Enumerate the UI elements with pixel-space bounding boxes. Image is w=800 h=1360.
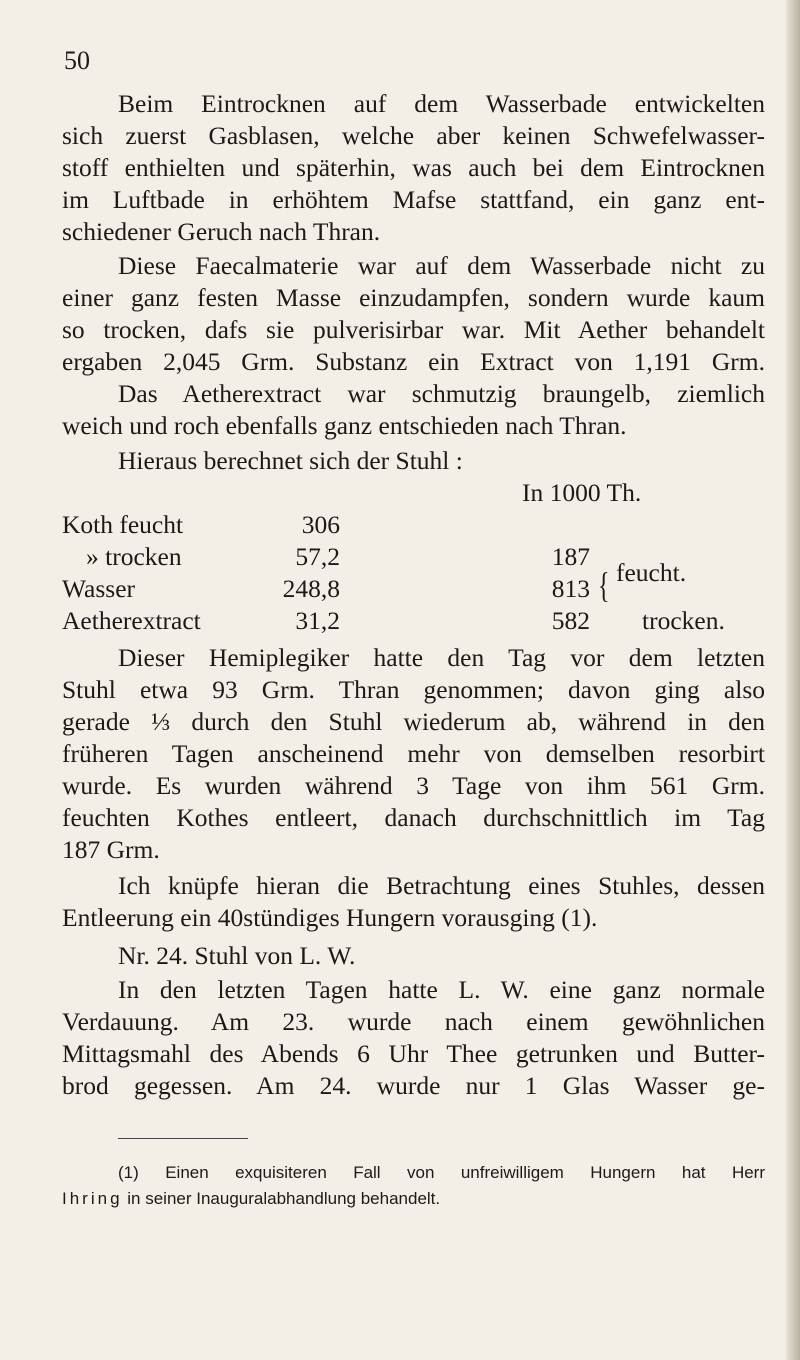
text-line: gerade ⅓ durch den Stuhl wiederum ab, während in den: [62, 707, 765, 736]
table-row-per-1000: 813: [551, 574, 590, 603]
table-row-label: Koth feucht: [62, 510, 184, 539]
text-line: Verdauung. Am 23. wurde nach einem gewöhnlichen: [62, 1007, 765, 1036]
footnote-line: [62, 1188, 765, 1210]
text-line: feuchten Kothes entleert, danach durchschnittlich im Tag: [62, 803, 765, 832]
table-row-value: 31,2: [295, 606, 340, 635]
text-line: 187 Grm.: [62, 835, 160, 864]
text-line: Das Aetherextract war schmutzig braungelb, ziemlich: [118, 379, 765, 408]
table-row-per-1000: 187: [551, 542, 590, 571]
text-line: Dieser Hemiplegiker hatte den Tag vor dem letzten: [118, 643, 765, 672]
text-line: Beim Eintrocknen auf dem Wasserbade entwickelten: [118, 89, 765, 118]
footnote-author: Ihring: [62, 1189, 123, 1208]
table-row-value: 57,2: [295, 542, 340, 571]
table-row-label: Aetherextract: [62, 606, 201, 635]
text-line: Stuhl etwa 93 Grm. Thran genommen; davon ging also: [62, 675, 765, 704]
text-line: einer ganz festen Masse einzudampfen, sondern wurde kaum: [62, 283, 765, 312]
table-row-label: » trocken: [86, 542, 182, 571]
text-line: im Luftbade in erhöhtem Mafse stattfand, ein ganz ent-: [62, 185, 765, 214]
text-line: sich zuerst Gasblasen, welche aber keinen Schwefelwasser-: [62, 121, 765, 150]
table-row-value: 248,8: [282, 574, 340, 603]
text-line: brod gegessen. Am 24. wurde nur 1 Glas Wasser ge-: [62, 1071, 765, 1100]
table-last-note: trocken.: [642, 606, 725, 635]
text-line: weich und roch ebenfalls ganz entschieden nach Thran.: [62, 411, 627, 440]
page-edge: [786, 0, 800, 1360]
text-line: so trocken, dafs sie pulverisirbar war. Mit Aether behandelt: [62, 315, 765, 344]
brace-symbol: {: [598, 567, 610, 606]
footnote-text: in seiner Inauguralabhandlung behandelt.: [122, 1189, 441, 1208]
table-intro: Hieraus berechnet sich der Stuhl :: [118, 446, 463, 475]
text-line: stoff enthielten und späterhin, was auch bei dem Eintrocknen: [62, 153, 765, 182]
brace-note: feucht.: [616, 558, 687, 587]
table-row-label: Wasser: [62, 574, 136, 603]
text-line: In den letzten Tagen hatte L. W. eine ganz normale: [118, 975, 765, 1004]
text-line: schiedener Geruch nach Thran.: [62, 217, 381, 246]
section-heading: Nr. 24. Stuhl von L. W.: [118, 941, 356, 970]
text-line: Mittagsmahl des Abends 6 Uhr Thee getrunken und Butter-: [62, 1039, 765, 1068]
text-line: ergaben 2,045 Grm. Substanz ein Extract von 1,191 Grm.: [62, 347, 765, 376]
text-line: Entleerung ein 40stündiges Hungern vorausging (1).: [62, 903, 598, 932]
footnote-line: (1) Einen exquisiteren Fall von unfreiwilligem Hungern hat Herr: [118, 1163, 765, 1182]
text-line: Diese Faecalmaterie war auf dem Wasserbade nicht zu: [118, 251, 765, 280]
text-line: Ich knüpfe hieran die Betrachtung eines Stuhles, dessen: [118, 871, 765, 900]
text-line: früheren Tagen anscheinend mehr von demselben resorbirt: [62, 739, 765, 768]
table-row-value: 306: [301, 510, 340, 539]
table-header: In 1000 Th.: [522, 478, 642, 507]
table-row-per-1000: 582: [551, 606, 590, 635]
footnote-divider: [118, 1138, 248, 1139]
page-number: 50: [64, 46, 90, 75]
text-line: wurde. Es wurden während 3 Tage von ihm 561 Grm.: [62, 771, 765, 800]
